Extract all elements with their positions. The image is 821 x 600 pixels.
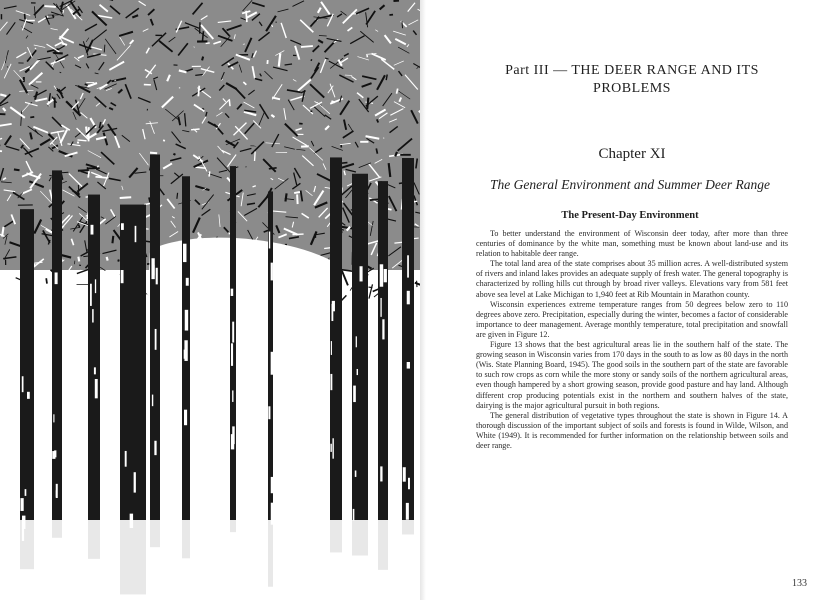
snow-patch [27,392,30,399]
branch-stroke [202,57,203,61]
branch-stroke [25,14,26,20]
branch-stroke [376,148,377,153]
branch-stroke [86,127,87,138]
snow-patch [407,362,410,369]
snow-patch [53,414,54,422]
branch-stroke [373,289,379,292]
tree-trunk [378,181,388,570]
snow-patch [52,451,55,459]
branch-stroke [209,171,210,176]
snow-patch [356,336,357,347]
snow-patch [330,444,331,452]
snow-patch [380,466,382,481]
book-page [430,0,821,600]
snow-patch [22,376,24,392]
snow-patch [231,343,233,366]
branch-stroke [88,171,89,177]
snow-patch [360,266,363,281]
snow-patch [94,367,96,374]
branch-stroke [163,140,165,141]
snow-patch [231,289,234,296]
section-heading: The Present-Day Environment [561,210,699,221]
part-title: Part III — THE DEER RANGE AND ITS PROBLEMS [505,63,759,96]
snow-patch [355,470,357,476]
snow-patch [271,263,273,281]
branch-stroke [78,170,89,171]
snow-patch [231,434,234,449]
snow-patch [55,272,58,284]
snow-patch [92,309,94,322]
snow-patch [152,265,155,275]
snow-patch [125,451,127,467]
branch-stroke [392,271,398,282]
branch-stroke [105,276,114,280]
branch-stroke [285,193,286,201]
snow-patch [332,301,335,311]
tree-trunk [150,155,160,548]
branch-stroke [173,154,175,155]
book-gutter [420,0,426,600]
snow-patch [232,390,233,402]
branch-stroke [369,284,373,298]
branch-stroke [40,289,51,295]
paragraph: The total land area of the state comprises about 35 million acres. A well-distributed system of rivers and inland lakes provides an adequate supply of fresh water. The general topography is characterized by rolling hills cut through by broad river valleys. Elevations vary from 581 feet above sea level at Lake Michigan to 1,940 feet at Rib Mountain in Marathon county. [476,259,788,299]
snow-patch [121,223,124,230]
snow-patch [156,268,158,285]
snow-patch [184,350,186,359]
snow-patch [184,410,187,426]
snow-patch [268,406,270,419]
paragraph: Figure 13 shows that the best agricultural areas lie in the southern half of the state. The growing season in Wisconsin varies from 170 days in the south to as low as 80 days in the north (Wis. State Planning Board, 1945). The good soils in the southern part of the state are favorable to such row crops as corn while the more stony or sandy soils of the northern agricultural areas, even though hampered by a short growing season, provide good pasture and hay land. Although different crop producing potentials exist in the northern and southern halves of the state, dairying is the major agricultural pursuit in both regions. [476,340,788,410]
branch-stroke [191,129,200,130]
snow-patch [135,226,137,242]
snow-patch [183,244,186,262]
paragraph: To better understand the environment of Wisconsin deer today, after more than three centuries of dominance by the white man, something must be known about land-use and its relation to habitable deer range. [476,229,788,259]
tree-trunk [182,176,190,558]
snow-patch [330,374,332,390]
chapter-subtitle: The General Environment and Summer Deer Range [490,177,770,192]
snow-patch [155,329,157,350]
snow-patch [269,232,270,249]
snow-patch [121,270,124,283]
snow-patch [186,278,189,286]
branch-stroke [79,225,80,228]
snow-patch [152,395,153,407]
branch-stroke [0,114,5,115]
snow-patch [353,509,355,521]
tree-trunk [352,174,368,556]
branch-stroke [202,31,203,41]
branch-stroke [7,66,8,67]
branch-stroke [120,197,132,198]
branch-stroke [255,152,256,161]
branch-stroke [150,153,157,154]
branch-stroke [30,117,34,118]
branch-stroke [112,236,113,243]
branch-stroke [198,86,199,97]
branch-stroke [301,46,313,47]
snow-patch [384,269,387,282]
branch-stroke [118,260,119,262]
paragraph: The general distribution of vegetative types throughout the state is shown in Figure 14. A thorough discussion of the important subject of soils and forests is found in Wilde, Wilson, and White (1949). It is recommended for further information on the relationship between soils and deer range. [476,410,788,450]
snow-patch [408,478,410,489]
branch-stroke [386,75,387,81]
branch-stroke [14,169,20,170]
snow-patch [134,472,136,492]
snow-patch [407,255,409,277]
snow-patch [407,291,410,305]
snow-patch [232,322,234,343]
snow-patch [380,264,383,286]
branch-stroke [368,287,372,288]
snow-patch [95,279,96,293]
branch-stroke [229,100,230,106]
branch-stroke [78,257,79,262]
branch-stroke [77,140,86,141]
snow-patch [382,319,384,339]
branch-stroke [44,6,55,7]
body-text [476,229,788,574]
snow-patch [332,438,333,458]
branch-stroke [0,275,9,281]
branch-stroke [0,151,2,152]
chapter-title: Chapter XI [598,146,666,162]
snow-patch [56,484,58,498]
page-number: 133 [792,578,807,589]
branch-stroke [311,59,312,61]
snow-patch [353,386,356,402]
snow-patch [357,369,358,375]
branch-stroke [2,292,6,293]
tree-trunk [88,195,100,559]
branch-stroke [279,53,281,66]
paragraph: Wisconsin experiences extreme temperature ranges from 50 degrees below zero to 110 degrees above zero. Precipitation, especially during the winter, becomes a factor of considerable importance to deer management. Average monthly temperature, total precipitation and snowfall are given in Figure 12. [476,299,788,339]
branch-stroke [113,295,114,300]
branch-stroke [107,257,108,261]
branch-stroke [177,193,178,199]
snow-patch [91,225,94,235]
branch-stroke [394,242,402,243]
snow-patch [406,503,409,520]
snow-patch [20,498,23,511]
branch-stroke [95,177,108,178]
branch-stroke [206,43,210,44]
snow-patch [331,341,332,355]
snow-patch [154,441,156,455]
branch-stroke [397,89,398,94]
snow-patch [90,284,92,306]
snow-patch [185,310,188,331]
branch-stroke [402,21,403,28]
tree-trunk [52,170,62,537]
snow-patch [271,352,274,375]
branch-stroke [297,194,298,204]
snow-patch [95,379,98,398]
snow-patch [403,467,406,481]
snow-patch [25,489,27,496]
snow-patch [380,298,381,317]
branch-stroke [46,278,47,283]
snow-patch [271,477,273,493]
branch-stroke [390,289,393,291]
branch-stroke [292,234,303,235]
